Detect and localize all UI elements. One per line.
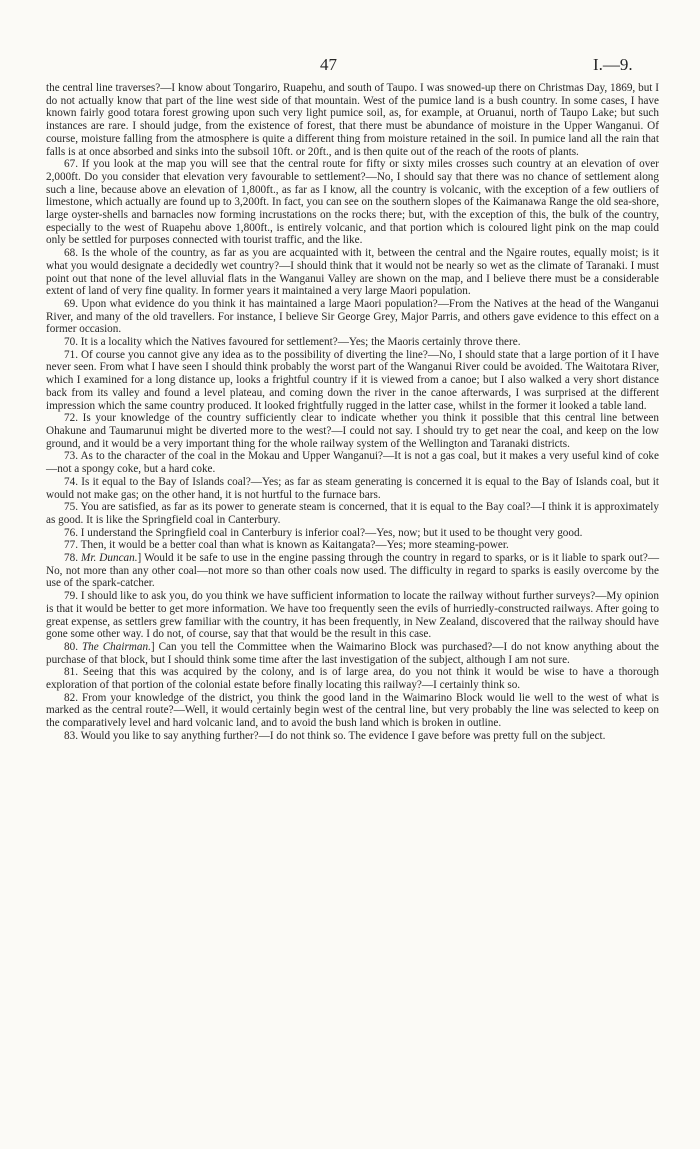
paragraph-67: 67. If you look at the map you will see that the central route for fifty or sixty miles crosses such country at an elevation of over 2,000ft. Do you consider that elevation very favourable to settlement?—No, I should say that there was no chance of settlement along such a line, because above an elevation of 1,800ft., as far as I know, all the country is volcanic, with the exception of a few outliers of limestone, which actually are found up to 3,200ft. In fact, you can see on the southern slopes of the Kaimanawa Range the old sea-shore, large oyster-shells and barnacles now forming incrustations on the rocks there; but, with the exception of this, the bulk of the country, especially to the west of Ruapehu above 1,800ft., is entirely volcanic, and that portion which is coloured light pink on the map could only be settled for purposes connected with tourist traffic, and the like. [46, 158, 659, 247]
paragraph-continuation: the central line traverses?—I know about Tongariro, Ruapehu, and south of Taupo. I was snowed-up there on Christmas Day, 1869, but I do not actually know that part of the line west side of that mountain. West of the pumice land is a bush country. In some cases, I have known fairly good totara forest growing upon such very light pumice soil, as, for example, at Oruanui, north of Taupo Lake; but such instances are rare. I should judge, from the existence of forest, that there must be abundance of moisture in the Upper Wanganui. Of course, moisture falling from the atmosphere is quite a different thing from moisture retained in the soil. In pumice land all the rain that falls is at once absorbed and sinks into the subsoil 10ft. or 20ft., and is then quite out of the reach of the roots of plants. [46, 82, 659, 158]
paragraph-78 [46, 552, 659, 590]
paragraph-81: 81. Seeing that this was acquired by the colony, and is of large area, do you not think it would be wise to have a thorough exploration of that portion of the colonial estate before finally locating this railway?—I certainly think so. [46, 666, 659, 692]
paragraph-77: 77. Then, it would be a better coal than what is known as Kaitangata?—Yes; more steaming-power. [64, 539, 509, 552]
paragraph-72: 72. Is your knowledge of the country sufficiently clear to indicate whether you think it possible that this central line between Ohakune and Taumarunui might be diverted more to the west?—I could not say. I should try to get near the coal, and keep on the low ground, and it would be a very important thing for the whole railway system of the Wellington and Taranaki districts. [46, 412, 659, 450]
paragraph-82: 82. From your knowledge of the district, you think the good land in the Waimarino Block would lie well to the west of what is marked as the central route?—Well, it would certainly begin west of the central line, but very probably the line was selected to keep on the comparatively level and hard volcanic land, and to avoid the bush land which is broken in outline. [46, 691, 659, 730]
paragraph-68: 68. Is the whole of the country, as far as you are acquainted with it, between the central and the Ngaire routes, equally moist; is it what you would designate a decidedly wet country?—I should think that it would not be nearly so wet as the climate of Taranaki. I must point out that none of the level alluvial flats in the Wanganui Valley are shown on the map, and I believe there must be a considerable extent of land of very fine quality. In former years it maintained a very large Maori population. [46, 247, 659, 298]
paragraph-text: ] Would it be safe to use in the engine passing through the country in regard to sparks, or is it liable to spark out?—No, not more than any other coal—not more so than other coals now used. The difficulty in regard to sparks is easily overcome by the use of the spark-catcher. [46, 552, 660, 590]
question-number: 80. [64, 640, 82, 653]
paragraph-69: 69. Upon what evidence do you think it has maintained a large Maori population?—From the Natives at the head of the Wanganui River, and many of the old travellers. For instance, I believe Sir George Grey, Major Parris, and others gave evidence to this effect on a former occasion. [46, 297, 659, 336]
body-text [46, 82, 659, 743]
paragraph-71: 71. Of course you cannot give any idea as to the possibility of diverting the line?—No, I should state that a large portion of it I have never seen. From what I have seen I should think probably the worst part of the Wanganui River could be avoided. The Waitotara River, which I examined for a long distance up, looks a frightful country if it is viewed from a canoe; but I also walked a very short distance back from its valley and found a level plateau, and coming down the river in the canoe afterwards, I was surprised at the different impression which the same country produced. It looked frightfully rugged in the latter case, whilst in the former it looked a table land. [46, 348, 659, 412]
question-number: 78. [64, 552, 82, 565]
paragraph-80 [46, 641, 659, 666]
paragraph-75: 75. You are satisfied, as far as its power to generate steam is concerned, that it is equal to the Bay coal?—I think it is approximately as good. It is like the Springfield coal in Canterbury. [46, 501, 659, 526]
page-number: 47 [320, 55, 337, 74]
document-reference: I.—9. [593, 55, 633, 74]
page-header [0, 55, 700, 75]
paragraph-83: 83. Would you like to say anything further?—I do not think so. The evidence I gave before was pretty full on the subject. [64, 729, 606, 742]
paragraph-74: 74. Is it equal to the Bay of Islands coal?—Yes; as far as steam generating is concerned it is equal to the Bay of Islands coal, but it would not make gas; on the other hand, it is not hurtful to the furnace bars. [46, 475, 659, 501]
paragraph-79: 79. I should like to ask you, do you think we have sufficient information to locate the railway without further surveys?—My opinion is that it would be better to get more information. We have too frequently seen the evils of hurriedly-constructed railways. After going to great expense, as settlers grew familiar with the country, it has been frequently, in New Zealand, discovered that the railway should have gone some other way. I do not, of course, say that that would be the result in this case. [46, 590, 659, 641]
paragraph-text: ] Can you tell the Committee when the Waimarino Block was purchased?—I do not know anything about the purchase of that block, but I should think some time after the last investigation of the subject, although I am not sure. [46, 640, 659, 666]
paragraph-70: 70. It is a locality which the Natives favoured for settlement?—Yes; the Maoris certainly throve there. [64, 336, 521, 349]
paragraph-76: 76. I understand the Springfield coal in Canterbury is inferior coal?—Yes, now; but it used to be thought very good. [64, 526, 583, 539]
paragraph-73: 73. As to the character of the coal in the Mokau and Upper Wanganui?—It is not a gas coal, but it makes a very useful kind of coke—not a spongy coke, but a hard coke. [46, 450, 659, 476]
speaker-name: Mr. Duncan. [81, 552, 138, 565]
speaker-name: The Chairman. [81, 640, 151, 653]
